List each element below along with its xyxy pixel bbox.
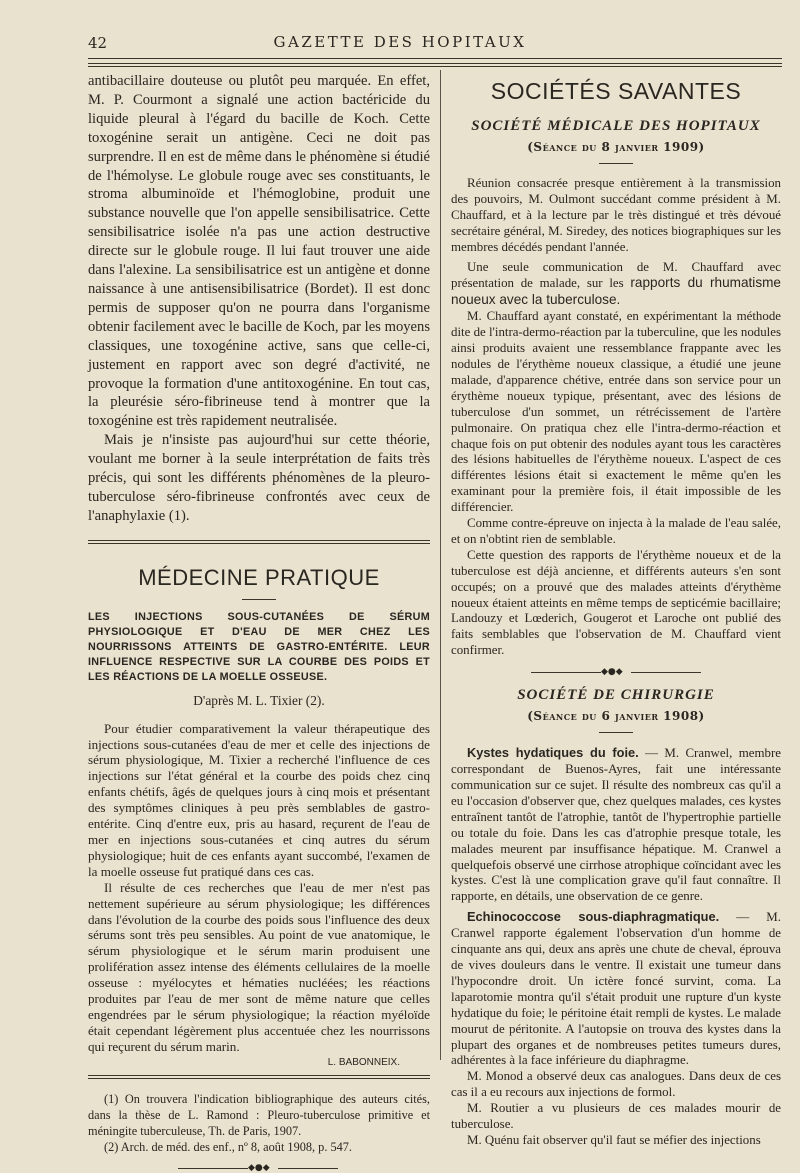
- footnote-1: (1) On trouvera l'indication bibliographique des auteurs cités, dans la thèse de L. Ramond : Pleuro-tuberculose primitive et méningite tuberculeuse, Th. de Paris, 1907.: [88, 1091, 430, 1138]
- society-paragraph: Comme contre-épreuve on injecta à la malade de l'eau salée, et on n'obtint rien de semblable.: [451, 516, 781, 546]
- society-paragraph: Echinococcose sous-diaphragmatique. — M. Cranwel rapporte également l'observation d'un homme de cinquante ans qui, deux ans après une chute de cheval, éprouva de vives douleurs dans le ventre. Il existait une tumeur dans l'hypocondre droit. Un ictère foncé survint, coma. La laparotomie montra qu'il s'était produit une rupture d'un kyste hydatique du foie; le péritoine était rempli de kystes. Le malade mourut de péritonite. A l'autopsie on trouva des kystes dans la plupart des organes et de nombreuses petites tumeurs dures, adhérentes à la face inférieure du diaphragme.: [451, 909, 781, 1068]
- right-column: [451, 72, 781, 1149]
- society-paragraph: M. Quénu fait observer qu'il faut se méfier des injections: [467, 1132, 761, 1147]
- communication-topic: rapports du rhumatisme noueux avec la tuberculose.: [451, 275, 781, 308]
- page-number: 42: [88, 34, 108, 52]
- article-heading: LES INJECTIONS SOUS-CUTANÉES DE SÉRUM PHYSIOLOGIQUE ET D'EAU DE MER CHEZ LES NOURRISSONS ATTEINTS DE GASTRO-ENTÉRITE. LEUR INFLUENCE RESPECTIVE SUR LA COURBE DES POIDS ET LES RÉACTIONS DE LA MOELLE OSSEUSE.: [88, 610, 430, 683]
- section-double-rule: [88, 540, 430, 544]
- society-paragraph: M. Routier a vu plusieurs de ces malades mourir de tuberculose.: [451, 1101, 781, 1132]
- intro-paragraph: Mais je n'insiste pas aujourd'hui sur cette théorie, voulant me borner à la seule interprétation de faits très précis, qui sont les différents phénomènes de la pleuro-tuberculose séro-fibrineuse confrontés avec ceux de l'anaphylaxie (1).: [88, 432, 430, 524]
- signature: L. BABONNEIX.: [327, 1056, 400, 1068]
- footnote-double-rule: [88, 1075, 430, 1079]
- separator-ornament: ◆●◆: [451, 667, 781, 677]
- page-header: [0, 30, 800, 60]
- article-paragraph: Pour étudier comparativement la valeur thérapeutique des injections sous-cutanées d'eau de mer et celle des injections de sérum physiologique, M. Tixier a recherché l'influence de ces injections sur l'état général et la courbe des poids chez cinq enfants chétifs, âgés de quelques jours à cinq mois et présentant des symptômes cliniques à peu près semblables de gastro-entérite. Cinq d'entre eux, pris au hasard, reçurent de l'eau de mer en injections sous-cutanées et cinq autres du sérum physiologique; huit de ces enfants ayant succombé, l'examen de la moelle osseuse fut pratiqué dans ces cas.: [88, 720, 430, 879]
- header-double-rule: [88, 63, 782, 67]
- running-title: GAZETTE DES HOPITAUX: [273, 33, 527, 51]
- society-paragraph: Kystes hydatiques du foie. — M. Cranwel, membre correspondant de Buenos-Ayres, fait une intéressante communication sur ce sujet. Il résulte des nombreux cas qu'il a eu l'occasion d'observer que, chez quelques malades, ces kystes entraînent tantôt de l'atrophie, tantôt de l'hypertrophie partielle ou totale du foie. Dans les cas d'atrophie presque totale, les malades meurent par insuffisance hépatique. M. Cranwel a quelquefois observé une cirrhose atrophique coïncidant avec les kystes. C'est là une complication grave qu'il faut connaître. Il rapporte, en détails, une observation de ce genre.: [451, 745, 781, 904]
- topic-heading: Kystes hydatiques du foie.: [467, 745, 639, 761]
- end-ornament: ◆●◆: [88, 1163, 430, 1173]
- society-paragraph: Cette question des rapports de l'érythème noueux et de la tuberculose est déjà ancienne, et différents auteurs s'en sont occupés; on a prouvé que des malades atteints d'érythème noueux étaient atteints en même temps de septicémie bacillaire; Landouzy et Lœderich, Gougerot et Laroche ont publié des faits semblables que l'observation de M. Chauffard vient confirmer.: [451, 547, 781, 658]
- article-paragraph: Il résulte de ces recherches que l'eau de mer n'est pas nettement supérieure au sérum physiologique; les différences dans l'évolution de la courbe des poids sous l'influence des deux sérums sont très peu sensibles. Au point de vue anatomique, le sérum physiologique et le sérum marin produisent une prolifération assez intense des éléments cellulaires de la moelle osseuse : myélocytes et hématies nucléées; les réactions produites par l'eau de mer sont de même nature que celles engendrées par le sérum physiologique; la réaction myéloïde était cependant légèrement plus accentuée chez les nourrissons qui reçurent du sérum marin.: [88, 879, 430, 1054]
- society-title-chirurgie: SOCIÉTÉ DE CHIRURGIE: [517, 687, 715, 704]
- session-date: (Séance du 8 janvier 1909): [527, 140, 705, 154]
- session-date: (Séance du 6 janvier 1908): [527, 709, 705, 724]
- society-paragraph: M. Chauffard ayant constaté, en expérimentant la méthode dite de l'intra-dermo-réaction par la tuberculine, que les nodules ainsi produits avaient une ressemblance frappante avec les nodules de l'érythème noueux classique, a étudié une jeune malade, d'apparence chétive, entrée dans son service pour un érythème noueux typique, présentant, avec des lésions de tuberculose d'un sommet, un rétrécissement de l'artère pulmonaire. On pratiqua chez elle l'intra-dermo-réaction et chaque fois on put obtenir des nodules ayant tous les caractères des lésions habituelles de l'érythème noueux. L'aspect de ces différentes lésions était si exactement le même qu'en les examinant pour la première fois, il était impossible de les différencier.: [451, 309, 781, 515]
- topic-heading: Echinococcose sous-diaphragmatique.: [467, 909, 720, 925]
- column-divider: [440, 70, 441, 1060]
- society-title-medicale: SOCIÉTÉ MÉDICALE DES HOPITAUX: [471, 118, 761, 134]
- header-rule: [88, 58, 782, 59]
- intro-paragraph: antibacillaire douteuse ou plutôt peu marquée. En effet, M. P. Courmont a signalé une action bactéricide du liquide pleural à l'égard du bacille de Koch. Cette toxogénine serait un antigène. Ceci ne doit pas surprendre. Il en est de même dans le phénomène si étudié de l'hémolyse. Le globule rouge avec ses constituants, le stroma albuminoïde et l'hémoglobine, produit une substance nouvelle que l'on appelle sensibilisatrice. Cette sensibilisatrice isolée n'a pas une action destructive directe sur le globule rouge. Il lui faut trouver une aide dans l'alexine. La sensibilisatrice est un antigène et donne naissance à une antisensibilisatrice (Bordet). Il est donc permis de supposer qu'on ne pourra dans l'organisme obtenir facilement avec le bacille de Koch, par les moyens classiques, une toxogénine active, sans que celle-ci, justement en rapport avec son degré d'activité, ne provoque la formation d'une antitoxogénine. En tout cas, la pleurésie séro-fibrineuse tend à montrer que la toxogénine est très rapidement neutralisée.: [88, 73, 430, 430]
- footnote-2: (2) Arch. de méd. des enf., nº 8, août 1908, p. 547.: [104, 1139, 352, 1154]
- society-paragraph: Réunion consacrée presque entièrement à la transmission des pouvoirs, M. Oulmont succédant comme président à M. Chauffard, et à la lecture par le très distingué et très dévoué secrétaire général, M. Siredey, des notices biographiques sur les membres décédés pendant l'année.: [451, 176, 781, 254]
- left-column: [88, 72, 430, 1173]
- society-paragraph: M. Monod a observé deux cas analogues. Dans deux de ces cas il a eu recours aux injections de formol.: [451, 1069, 781, 1100]
- section-title-societes-savantes: SOCIÉTÉS SAVANTES: [490, 78, 742, 104]
- section-title-medecine-pratique: MÉDECINE PRATIQUE: [138, 564, 380, 590]
- society-paragraph: Une seule communication de M. Chauffard avec présentation de malade, sur les rapports du rhumatisme noueux avec la tuberculose.: [451, 259, 781, 308]
- source-line: D'après M. L. Tixier (2).: [193, 692, 325, 708]
